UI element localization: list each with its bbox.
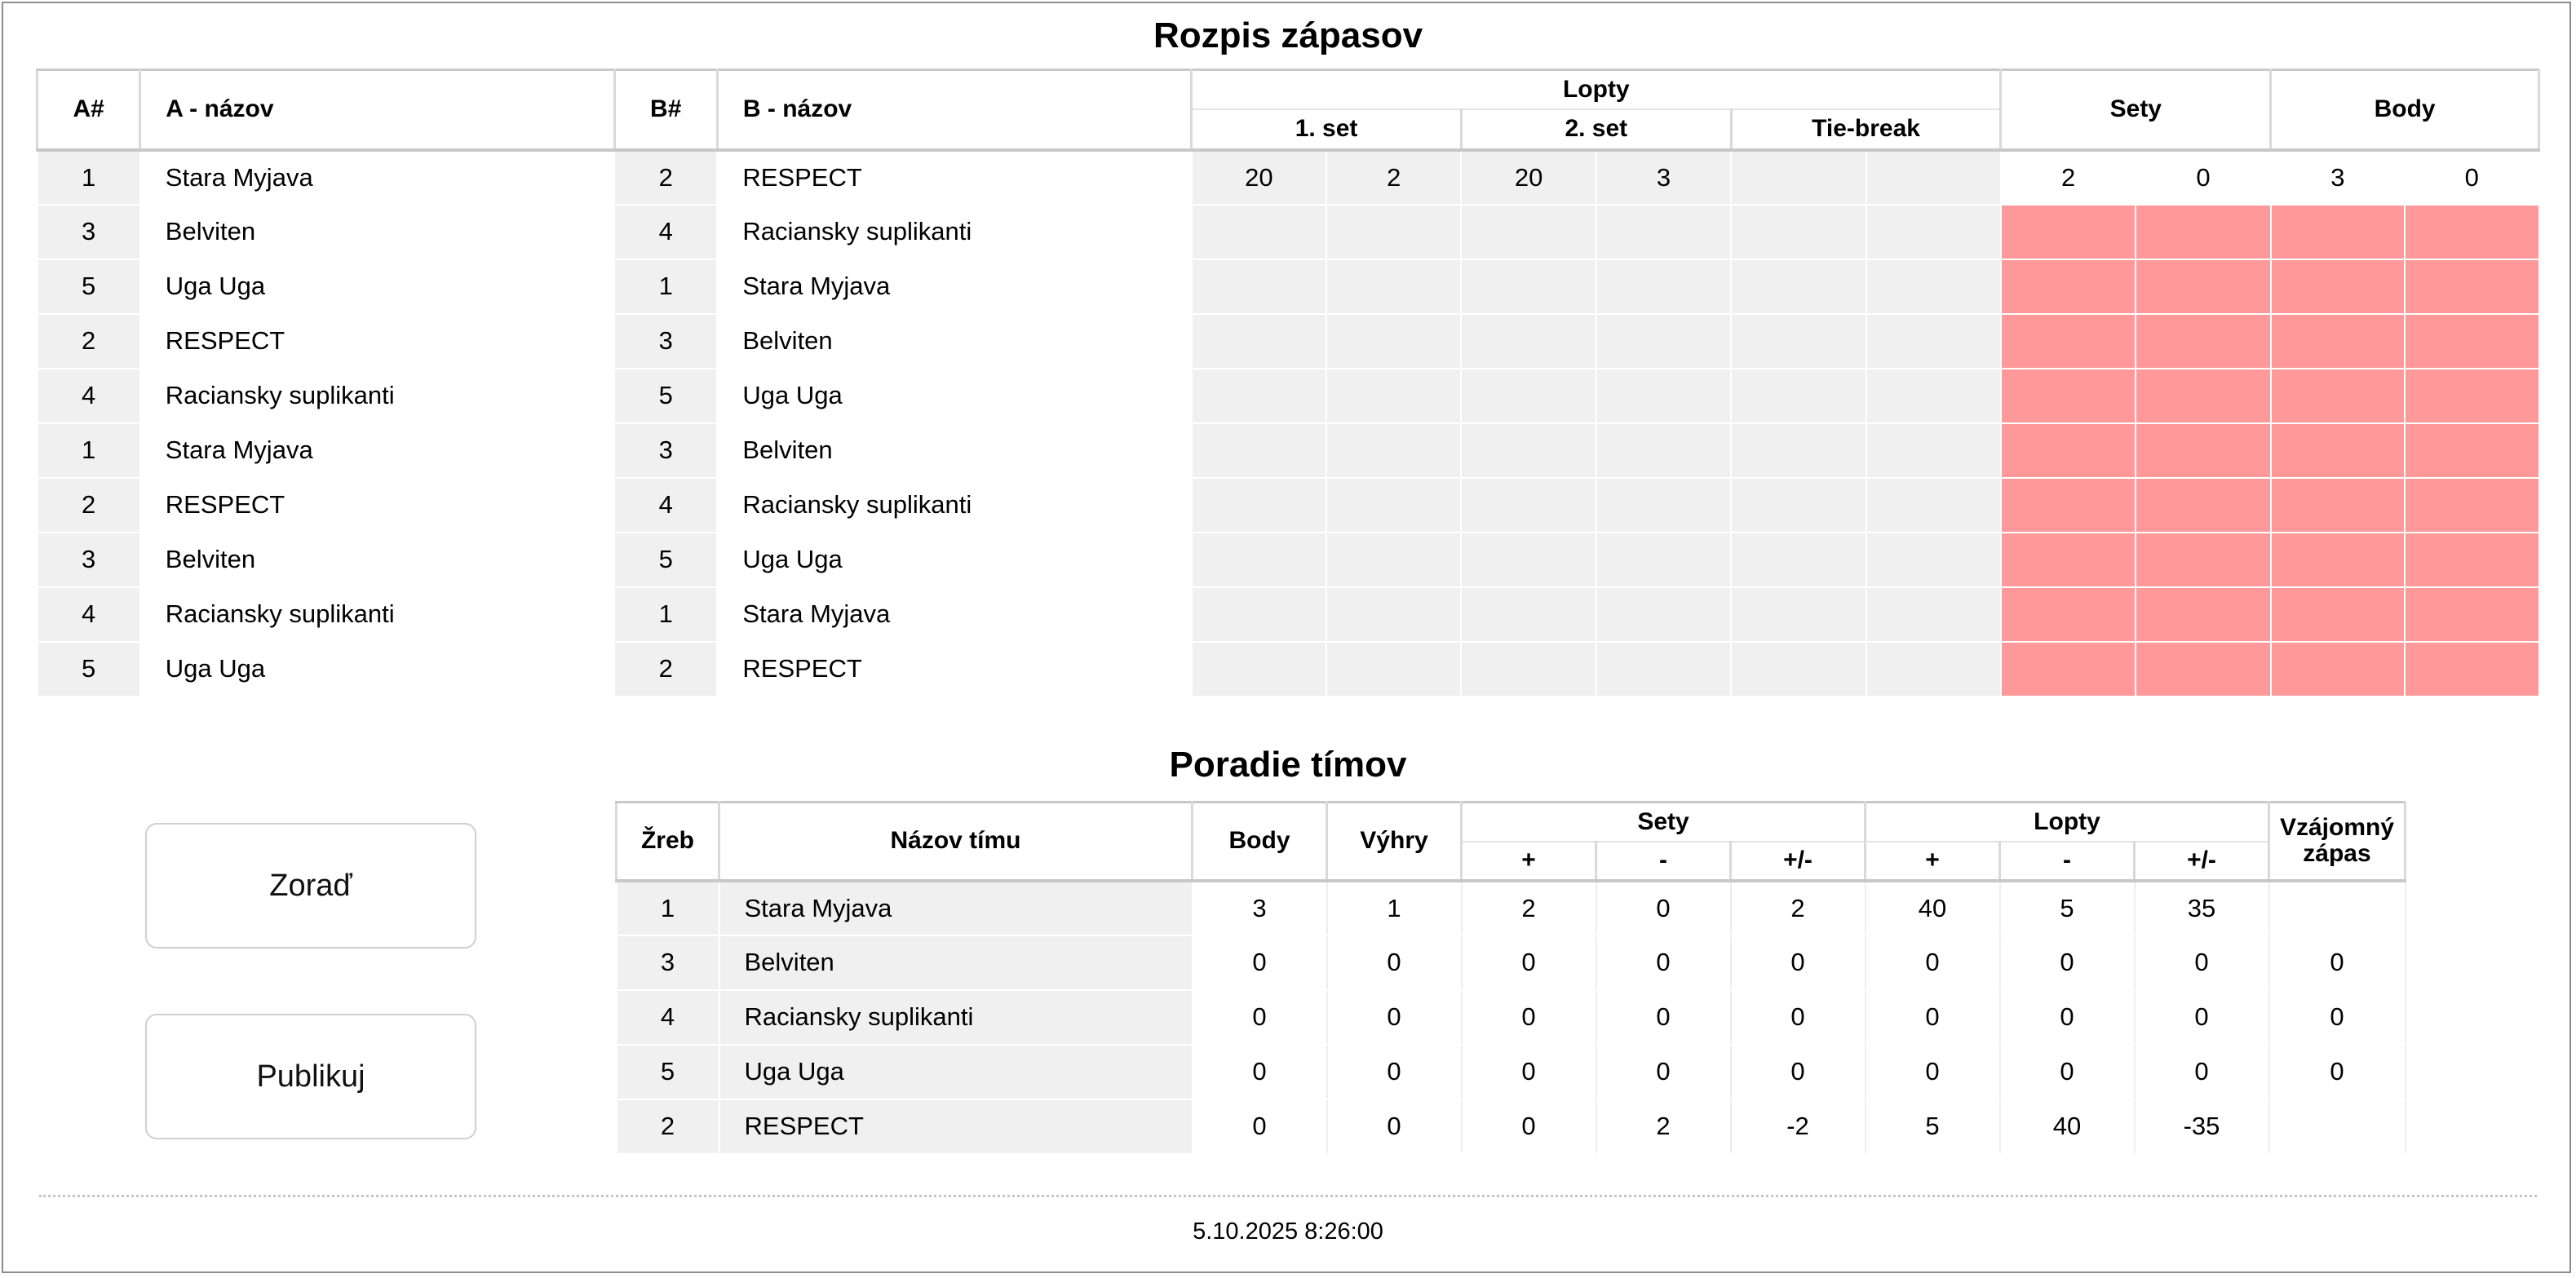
- points-a-cell: 3: [2271, 150, 2405, 205]
- tiebreak-a-input[interactable]: [1731, 533, 1866, 587]
- team-b-number: 2: [614, 642, 717, 696]
- team-a-name: RESPECT: [140, 478, 614, 533]
- wins-value: 0: [1327, 1045, 1462, 1099]
- team-b-name: Stara Myjava: [717, 587, 1191, 642]
- points-a-cell: [2271, 314, 2405, 369]
- team-a-number: 4: [38, 369, 140, 423]
- set2-b-input[interactable]: [1596, 587, 1731, 642]
- sets-a-cell: [2001, 369, 2136, 423]
- sets-minus-value: 0: [1596, 990, 1731, 1045]
- sets-a-cell: [2001, 642, 2136, 696]
- standings-title: Poradie tímov: [1169, 745, 1407, 785]
- set2-a-input[interactable]: [1461, 314, 1596, 369]
- sets-minus-value: 0: [1596, 935, 1731, 990]
- set2-a-input[interactable]: [1461, 205, 1596, 259]
- schedule-row: [38, 369, 2539, 423]
- tiebreak-a-input[interactable]: [1731, 478, 1866, 533]
- header-tiebreak: Tie-break: [1731, 109, 2001, 150]
- team-a-name: Uga Uga: [140, 642, 614, 696]
- team-b-name: Uga Uga: [717, 369, 1191, 423]
- header-set2: 2. set: [1461, 109, 1731, 150]
- points-b-cell: [2405, 533, 2538, 587]
- tiebreak-b-input[interactable]: [1866, 205, 2001, 259]
- team-name: Belviten: [719, 935, 1193, 990]
- points-a-cell: [2271, 259, 2405, 314]
- team-a-number: 2: [38, 478, 140, 533]
- sets-b-cell: [2136, 478, 2270, 533]
- balls-plus-value: 0: [1866, 935, 2000, 990]
- set1-b-input[interactable]: [1326, 205, 1461, 259]
- points-value: 0: [1193, 990, 1327, 1045]
- wins-value: 0: [1327, 990, 1462, 1045]
- tiebreak-b-input[interactable]: [1866, 369, 2001, 423]
- footer-timestamp: 5.10.2025 8:26:00: [1193, 1218, 1383, 1245]
- tiebreak-a-input[interactable]: [1731, 423, 1866, 478]
- head-to-head-value: 0: [2269, 935, 2406, 990]
- balls-diff-value: 0: [2135, 990, 2269, 1045]
- sets-b-cell: [2136, 423, 2270, 478]
- schedule-row: [38, 587, 2539, 642]
- team-b-number: 2: [614, 150, 717, 205]
- points-b-cell: [2405, 423, 2538, 478]
- schedule-row: [38, 314, 2539, 369]
- set2-b-input[interactable]: [1596, 423, 1731, 478]
- sets-plus-value: 0: [1462, 1099, 1596, 1154]
- sets-plus-value: 0: [1462, 935, 1596, 990]
- standings-row: [617, 990, 2406, 1045]
- sets-b-cell: [2136, 205, 2270, 259]
- set2-b-input[interactable]: [1596, 369, 1731, 423]
- set1-a-input[interactable]: [1192, 314, 1326, 369]
- team-name: Stara Myjava: [719, 881, 1193, 935]
- set1-b-input[interactable]: [1326, 587, 1461, 642]
- publish-button[interactable]: Publikuj: [145, 1014, 476, 1139]
- points-b-cell: [2405, 587, 2538, 642]
- team-a-number: 3: [38, 533, 140, 587]
- header-st-lopty: Lopty: [1866, 803, 2269, 842]
- head-to-head-value: 0: [2269, 1045, 2406, 1099]
- header-zreb: Žreb: [617, 803, 719, 881]
- sets-minus-value: 2: [1596, 1099, 1731, 1154]
- sets-a-cell: [2001, 478, 2136, 533]
- set1-a-input[interactable]: [1192, 587, 1326, 642]
- set2-a-input[interactable]: [1461, 533, 1596, 587]
- team-name: Raciansky suplikanti: [719, 990, 1193, 1045]
- sets-diff-value: -2: [1731, 1099, 1866, 1154]
- points-b-cell: [2405, 205, 2538, 259]
- head-to-head-value: [2269, 1099, 2406, 1154]
- balls-plus-value: 40: [1866, 881, 2000, 935]
- sets-b-cell: [2136, 533, 2270, 587]
- schedule-title: Rozpis zápasov: [1153, 15, 1423, 55]
- schedule-row: [38, 533, 2539, 587]
- footer-divider: [39, 1195, 2537, 1197]
- team-b-name: RESPECT: [717, 150, 1191, 205]
- set1-b-input[interactable]: [1326, 642, 1461, 696]
- sets-a-cell: [2001, 423, 2136, 478]
- wins-value: 0: [1327, 935, 1462, 990]
- points-b-cell: [2405, 314, 2538, 369]
- balls-diff-value: 0: [2135, 1045, 2269, 1099]
- balls-minus-value: 0: [2000, 990, 2135, 1045]
- tiebreak-b-input[interactable]: [1866, 587, 2001, 642]
- set2-a-input[interactable]: [1461, 478, 1596, 533]
- sets-b-cell: [2136, 587, 2270, 642]
- tiebreak-b-input[interactable]: [1866, 533, 2001, 587]
- sets-a-cell: [2001, 259, 2136, 314]
- draw-number: 2: [617, 1099, 719, 1154]
- header-sety-diff: +/-: [1731, 842, 1866, 881]
- set1-b-input[interactable]: [1326, 423, 1461, 478]
- sets-plus-value: 0: [1462, 990, 1596, 1045]
- set1-b-input[interactable]: 2: [1326, 150, 1461, 205]
- set2-b-input[interactable]: [1596, 314, 1731, 369]
- points-a-cell: [2271, 533, 2405, 587]
- team-b-number: 3: [614, 314, 717, 369]
- wins-value: 0: [1327, 1099, 1462, 1154]
- draw-number: 4: [617, 990, 719, 1045]
- header-a-name: A - názov: [140, 70, 614, 150]
- set2-b-input[interactable]: [1596, 478, 1731, 533]
- team-b-number: 5: [614, 533, 717, 587]
- balls-minus-value: 0: [2000, 1045, 2135, 1099]
- team-a-number: 1: [38, 150, 140, 205]
- set1-a-input[interactable]: [1192, 423, 1326, 478]
- balls-diff-value: -35: [2135, 1099, 2269, 1154]
- set2-b-input[interactable]: [1596, 533, 1731, 587]
- points-value: 3: [1193, 881, 1327, 935]
- points-b-cell: [2405, 642, 2538, 696]
- set1-b-input[interactable]: [1326, 259, 1461, 314]
- team-a-number: 2: [38, 314, 140, 369]
- team-a-number: 5: [38, 642, 140, 696]
- set2-b-input[interactable]: [1596, 259, 1731, 314]
- team-a-name: Belviten: [140, 205, 614, 259]
- header-st-body: Body: [1193, 803, 1327, 881]
- points-a-cell: [2271, 478, 2405, 533]
- points-b-cell: [2405, 369, 2538, 423]
- header-b-name: B - názov: [717, 70, 1191, 150]
- points-a-cell: [2271, 423, 2405, 478]
- header-lopty-minus: -: [2000, 842, 2135, 881]
- set1-a-input[interactable]: [1192, 478, 1326, 533]
- points-value: 0: [1193, 1099, 1327, 1154]
- standings-row: [617, 935, 2406, 990]
- set2-a-input[interactable]: [1461, 259, 1596, 314]
- team-b-number: 4: [614, 205, 717, 259]
- header-body: Body: [2271, 70, 2539, 150]
- header-lopty-plus: +: [1866, 842, 2000, 881]
- sort-button[interactable]: Zoraď: [145, 823, 476, 949]
- head-to-head-value: 0: [2269, 990, 2406, 1045]
- team-b-number: 5: [614, 369, 717, 423]
- set1-a-input[interactable]: [1192, 533, 1326, 587]
- balls-minus-value: 0: [2000, 935, 2135, 990]
- set2-b-input[interactable]: 3: [1596, 150, 1731, 205]
- set1-a-input[interactable]: 20: [1192, 150, 1326, 205]
- set1-b-input[interactable]: [1326, 533, 1461, 587]
- team-a-number: 1: [38, 423, 140, 478]
- tiebreak-b-input[interactable]: [1866, 423, 2001, 478]
- tiebreak-b-input[interactable]: [1866, 314, 2001, 369]
- team-a-name: Raciansky suplikanti: [140, 587, 614, 642]
- team-a-name: Raciansky suplikanti: [140, 369, 614, 423]
- tiebreak-b-input[interactable]: [1866, 642, 2001, 696]
- draw-number: 3: [617, 935, 719, 990]
- sets-plus-value: 2: [1462, 881, 1596, 935]
- points-value: 0: [1193, 1045, 1327, 1099]
- wins-value: 1: [1327, 881, 1462, 935]
- header-lopty-diff: +/-: [2135, 842, 2269, 881]
- sets-a-cell: [2001, 314, 2136, 369]
- team-b-name: Raciansky suplikanti: [717, 478, 1191, 533]
- header-b-num: B#: [614, 70, 717, 150]
- balls-diff-value: 0: [2135, 935, 2269, 990]
- balls-minus-value: 5: [2000, 881, 2135, 935]
- tiebreak-b-input[interactable]: [1866, 259, 2001, 314]
- sets-a-cell: [2001, 205, 2136, 259]
- tiebreak-a-input[interactable]: [1731, 205, 1866, 259]
- set1-a-input[interactable]: [1192, 259, 1326, 314]
- schedule-row: [38, 423, 2539, 478]
- header-lopty: Lopty: [1192, 70, 2001, 109]
- sets-diff-value: 0: [1731, 990, 1866, 1045]
- sets-plus-value: 0: [1462, 1045, 1596, 1099]
- balls-diff-value: 35: [2135, 881, 2269, 935]
- balls-plus-value: 0: [1866, 990, 2000, 1045]
- team-a-number: 3: [38, 205, 140, 259]
- team-b-name: Raciansky suplikanti: [717, 205, 1191, 259]
- set1-b-input[interactable]: [1326, 478, 1461, 533]
- tiebreak-a-input[interactable]: [1731, 259, 1866, 314]
- team-b-number: 4: [614, 478, 717, 533]
- set1-a-input[interactable]: [1192, 642, 1326, 696]
- tiebreak-b-input[interactable]: [1866, 478, 2001, 533]
- sets-a-cell: [2001, 533, 2136, 587]
- head-to-head-value: [2269, 881, 2406, 935]
- points-b-cell: [2405, 259, 2538, 314]
- tiebreak-a-input[interactable]: [1731, 369, 1866, 423]
- set1-b-input[interactable]: [1326, 369, 1461, 423]
- header-sety-minus: -: [1596, 842, 1731, 881]
- standings-table: [615, 801, 2406, 1155]
- team-b-name: RESPECT: [717, 642, 1191, 696]
- set2-a-input[interactable]: [1461, 369, 1596, 423]
- header-sety-plus: +: [1462, 842, 1596, 881]
- set1-b-input[interactable]: [1326, 314, 1461, 369]
- tiebreak-b-input[interactable]: [1866, 150, 2001, 205]
- sets-a-cell: 2: [2001, 150, 2136, 205]
- set2-a-input[interactable]: 20: [1461, 150, 1596, 205]
- team-a-name: RESPECT: [140, 314, 614, 369]
- standings-row: [617, 1045, 2406, 1099]
- team-a-name: Stara Myjava: [140, 423, 614, 478]
- team-a-name: Stara Myjava: [140, 150, 614, 205]
- sets-a-cell: [2001, 587, 2136, 642]
- schedule-table: [36, 69, 2540, 697]
- sets-b-cell: 0: [2136, 150, 2270, 205]
- sets-diff-value: 0: [1731, 1045, 1866, 1099]
- schedule-row: [38, 642, 2539, 696]
- team-b-number: 1: [614, 259, 717, 314]
- sets-b-cell: [2136, 259, 2270, 314]
- set2-b-input[interactable]: [1596, 642, 1731, 696]
- team-b-name: Belviten: [717, 423, 1191, 478]
- schedule-row: [38, 259, 2539, 314]
- tiebreak-a-input[interactable]: [1731, 150, 1866, 205]
- sets-b-cell: [2136, 642, 2270, 696]
- set1-a-input[interactable]: [1192, 369, 1326, 423]
- sets-diff-value: 0: [1731, 935, 1866, 990]
- points-b-cell: 0: [2405, 150, 2538, 205]
- team-a-name: Belviten: [140, 533, 614, 587]
- team-a-name: Uga Uga: [140, 259, 614, 314]
- header-vyhry: Výhry: [1327, 803, 1462, 881]
- points-a-cell: [2271, 205, 2405, 259]
- set2-b-input[interactable]: [1596, 205, 1731, 259]
- header-set1: 1. set: [1192, 109, 1462, 150]
- header-sety: Sety: [2001, 70, 2271, 150]
- draw-number: 5: [617, 1045, 719, 1099]
- set2-a-input[interactable]: [1461, 642, 1596, 696]
- tiebreak-a-input[interactable]: [1731, 587, 1866, 642]
- team-b-name: Belviten: [717, 314, 1191, 369]
- set2-a-input[interactable]: [1461, 587, 1596, 642]
- header-vzajomny: Vzájomný zápas: [2269, 803, 2406, 881]
- tiebreak-a-input[interactable]: [1731, 642, 1866, 696]
- standings-row: [617, 881, 2406, 935]
- team-b-name: Uga Uga: [717, 533, 1191, 587]
- balls-plus-value: 0: [1866, 1045, 2000, 1099]
- header-a-num: A#: [38, 70, 140, 150]
- sets-b-cell: [2136, 369, 2270, 423]
- balls-plus-value: 5: [1866, 1099, 2000, 1154]
- points-a-cell: [2271, 369, 2405, 423]
- points-b-cell: [2405, 478, 2538, 533]
- draw-number: 1: [617, 881, 719, 935]
- sets-minus-value: 0: [1596, 881, 1731, 935]
- schedule-row: [38, 205, 2539, 259]
- team-a-number: 4: [38, 587, 140, 642]
- team-a-number: 5: [38, 259, 140, 314]
- set2-a-input[interactable]: [1461, 423, 1596, 478]
- team-b-number: 3: [614, 423, 717, 478]
- set1-a-input[interactable]: [1192, 205, 1326, 259]
- standings-row: [617, 1099, 2406, 1154]
- points-value: 0: [1193, 935, 1327, 990]
- team-b-number: 1: [614, 587, 717, 642]
- header-st-sety: Sety: [1462, 803, 1866, 842]
- team-name: RESPECT: [719, 1099, 1193, 1154]
- points-a-cell: [2271, 642, 2405, 696]
- header-team: Názov tímu: [719, 803, 1193, 881]
- schedule-row: [38, 478, 2539, 533]
- tiebreak-a-input[interactable]: [1731, 314, 1866, 369]
- sets-b-cell: [2136, 314, 2270, 369]
- points-a-cell: [2271, 587, 2405, 642]
- schedule-row: [38, 150, 2539, 205]
- team-name: Uga Uga: [719, 1045, 1193, 1099]
- team-b-name: Stara Myjava: [717, 259, 1191, 314]
- balls-minus-value: 40: [2000, 1099, 2135, 1154]
- sets-diff-value: 2: [1731, 881, 1866, 935]
- sets-minus-value: 0: [1596, 1045, 1731, 1099]
